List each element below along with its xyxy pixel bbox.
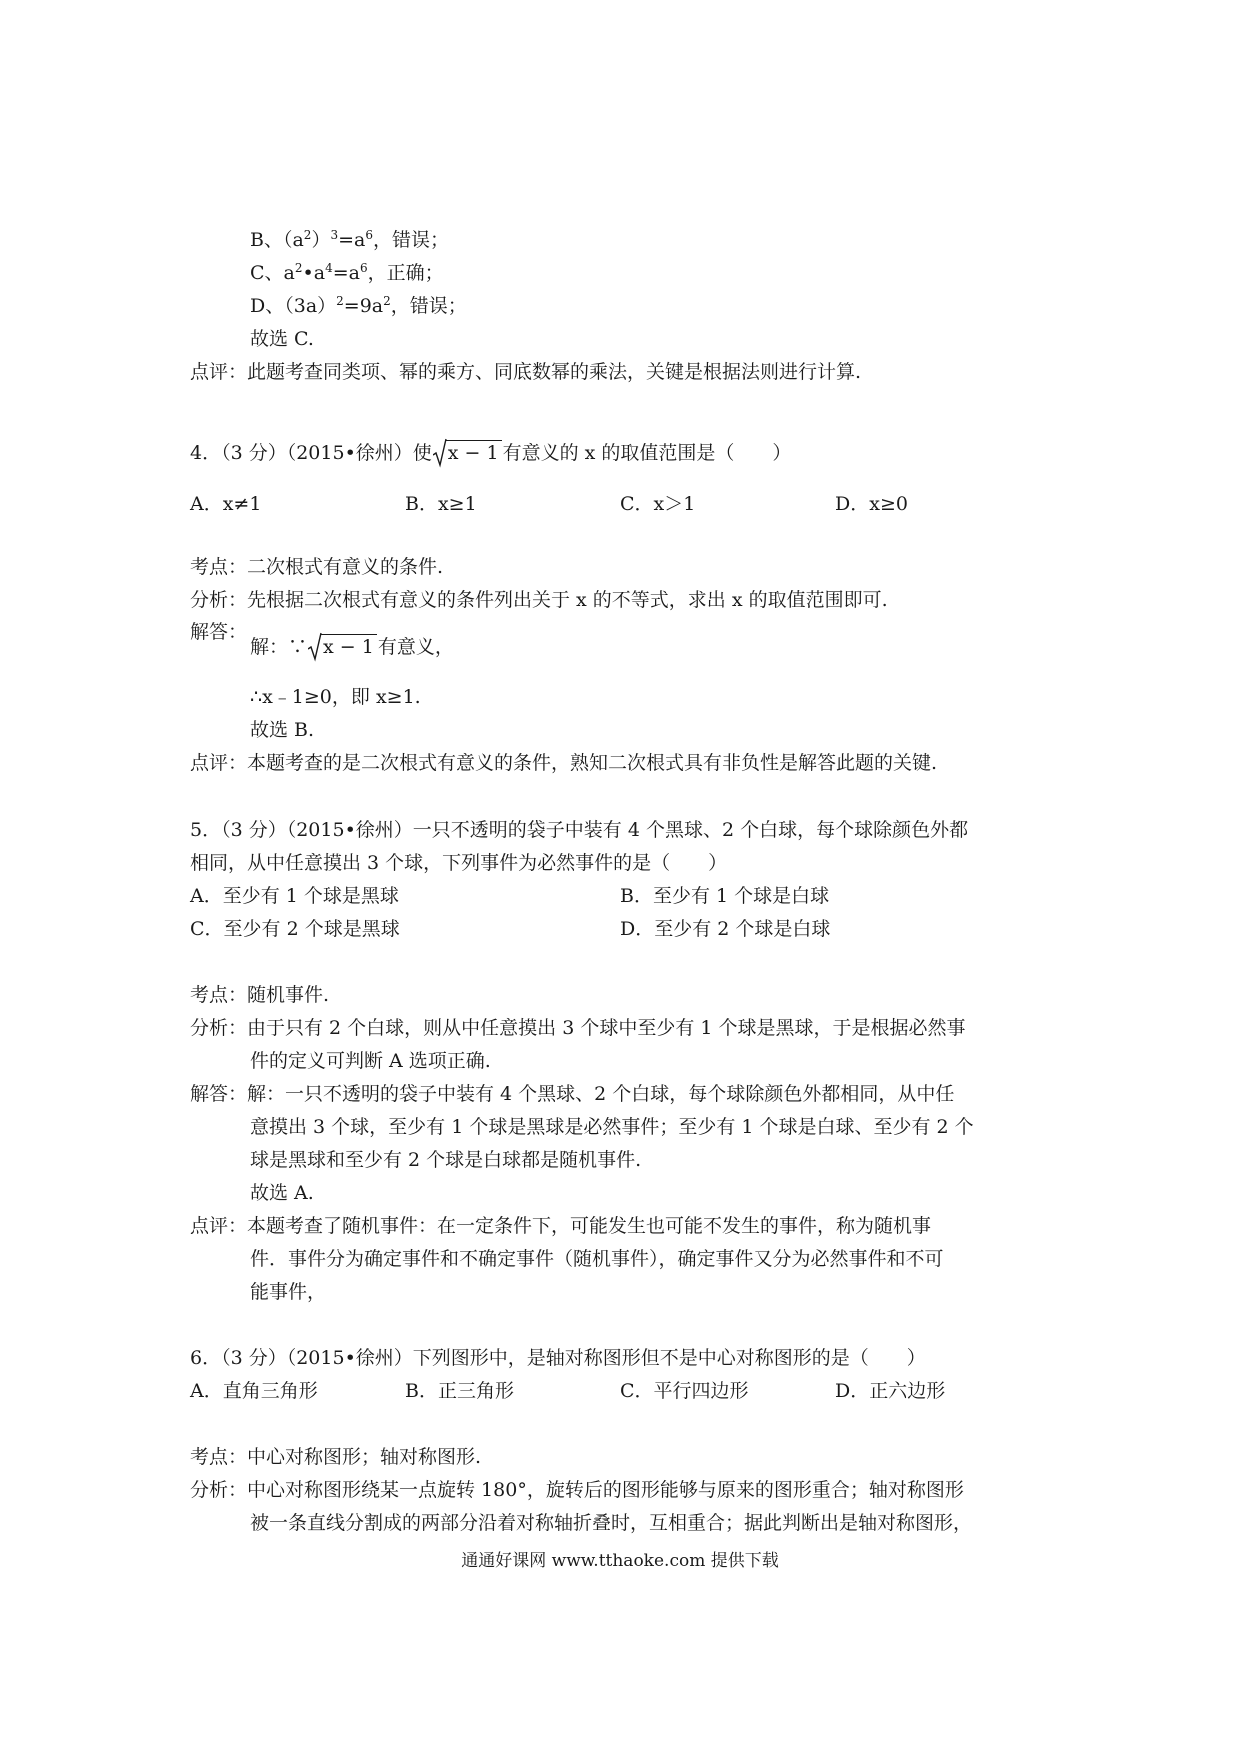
q5-jieda-line-3: 球是黑球和至少有 2 个球是白球都是随机事件. [250,1149,642,1171]
q4-option-a: A．x≠1 [190,493,262,515]
q4-choose: 故选 B. [250,719,315,741]
q5-option-b: B．至少有 1 个球是白球 [620,885,830,907]
q5-comment-line-3: 能事件， [250,1281,327,1303]
q5-choose: 故选 A. [250,1182,314,1204]
q4-comment: 点评：本题考查的是二次根式有意义的条件，熟知二次根式具有非负性是解答此题的关键. [190,752,938,774]
sqrt-radical: x − 1 [433,440,502,465]
sqrt-radical: x − 1 [308,634,377,659]
q6-option-b: B．正三角形 [405,1380,514,1402]
q6-option-d: D．正六边形 [835,1380,946,1402]
q4-fenxi: 分析：先根据二次根式有意义的条件列出关于 x 的不等式，求出 x 的取值范围即可. [190,589,888,611]
q5-kaodian: 考点：随机事件. [190,984,330,1006]
q5-jieda-line-1: 解答：解：一只不透明的袋子中装有 4 个黑球、2 个白球，每个球除颜色外都相同，从中任 [190,1083,955,1105]
q3-option-c-line: C、$a^2•a^4=a^6$，正确； [250,261,444,284]
q5-option-c: C．至少有 2 个球是黑球 [190,918,400,940]
q6-kaodian: 考点：中心对称图形；轴对称图形. [190,1446,482,1468]
page-footer: 通通好课网 www.tthaoke.com 提供下载 [461,1551,779,1571]
q4-solution-step: ∴x﹣1≥0，即 x≥1. [250,686,421,708]
q3-choose: 故选 C. [250,328,314,350]
q5-fenxi-line-1: 分析：由于只有 2 个白球，则从中任意摸出 3 个球中至少有 1 个球是黑球，于是根据必然事 [190,1017,966,1039]
q3-comment: 点评：此题考查同类项、幂的乘方、同底数幂的乘法，关键是根据法则进行计算. [190,361,862,383]
q3-option-b-line: B、$(a^2)^3=a^6$，错误； [250,228,449,251]
comment-label: 点评： [190,361,248,383]
q4-option-b: B．x≥1 [405,493,477,515]
q5-stem-line-2: 相同，从中任意摸出 3 个球，下列事件为必然事件的是（ ） [190,852,728,874]
q4-stem: 4．（3 分）（2015•徐州）使 x − 1 有意义的 x 的取值范围是（ ） [190,440,791,465]
q4-jieda-label: 解答： [190,621,248,643]
q4-solution-line: 解：∵ x − 1 有意义， [250,634,454,659]
q6-fenxi-line-1: 分析：中心对称图形绕某一点旋转 180°，旋转后的图形能够与原来的图形重合；轴对称图形 [190,1479,964,1501]
q4-option-c: C．x＞1 [620,493,696,515]
q5-comment-line-1: 点评：本题考查了随机事件：在一定条件下，可能发生也可能不发生的事件，称为随机事 [190,1215,932,1237]
q6-option-a: A．直角三角形 [190,1380,318,1402]
q4-option-d: D．x≥0 [835,493,908,515]
q6-fenxi-line-2: 被一条直线分割成的两部分沿着对称轴折叠时，互相重合；据此判断出是轴对称图形， [250,1512,973,1534]
q5-stem-line-1: 5．（3 分）（2015•徐州）一只不透明的袋子中装有 4 个黑球、2 个白球，每个球除颜色外都 [190,819,969,841]
q5-option-a: A．至少有 1 个球是黑球 [190,885,399,907]
q3-option-d-line: D、$(3a)^2=9a^2$，错误； [250,294,467,317]
q6-stem: 6．（3 分）（2015•徐州）下列图形中，是轴对称图形但不是中心对称图形的是（ ） [190,1347,926,1369]
q4-kaodian: 考点：二次根式有意义的条件. [190,556,444,578]
q5-comment-line-2: 件．事件分为确定事件和不确定事件（随机事件），确定事件又分为必然事件和不可 [250,1248,944,1270]
q5-fenxi-line-2: 件的定义可判断 A 选项正确. [250,1050,491,1072]
q5-jieda-line-2: 意摸出 3 个球，至少有 1 个球是黑球是必然事件；至少有 1 个球是白球、至少有 2 个 [250,1116,974,1138]
q5-option-d: D．至少有 2 个球是白球 [620,918,831,940]
q6-option-c: C．平行四边形 [620,1380,749,1402]
